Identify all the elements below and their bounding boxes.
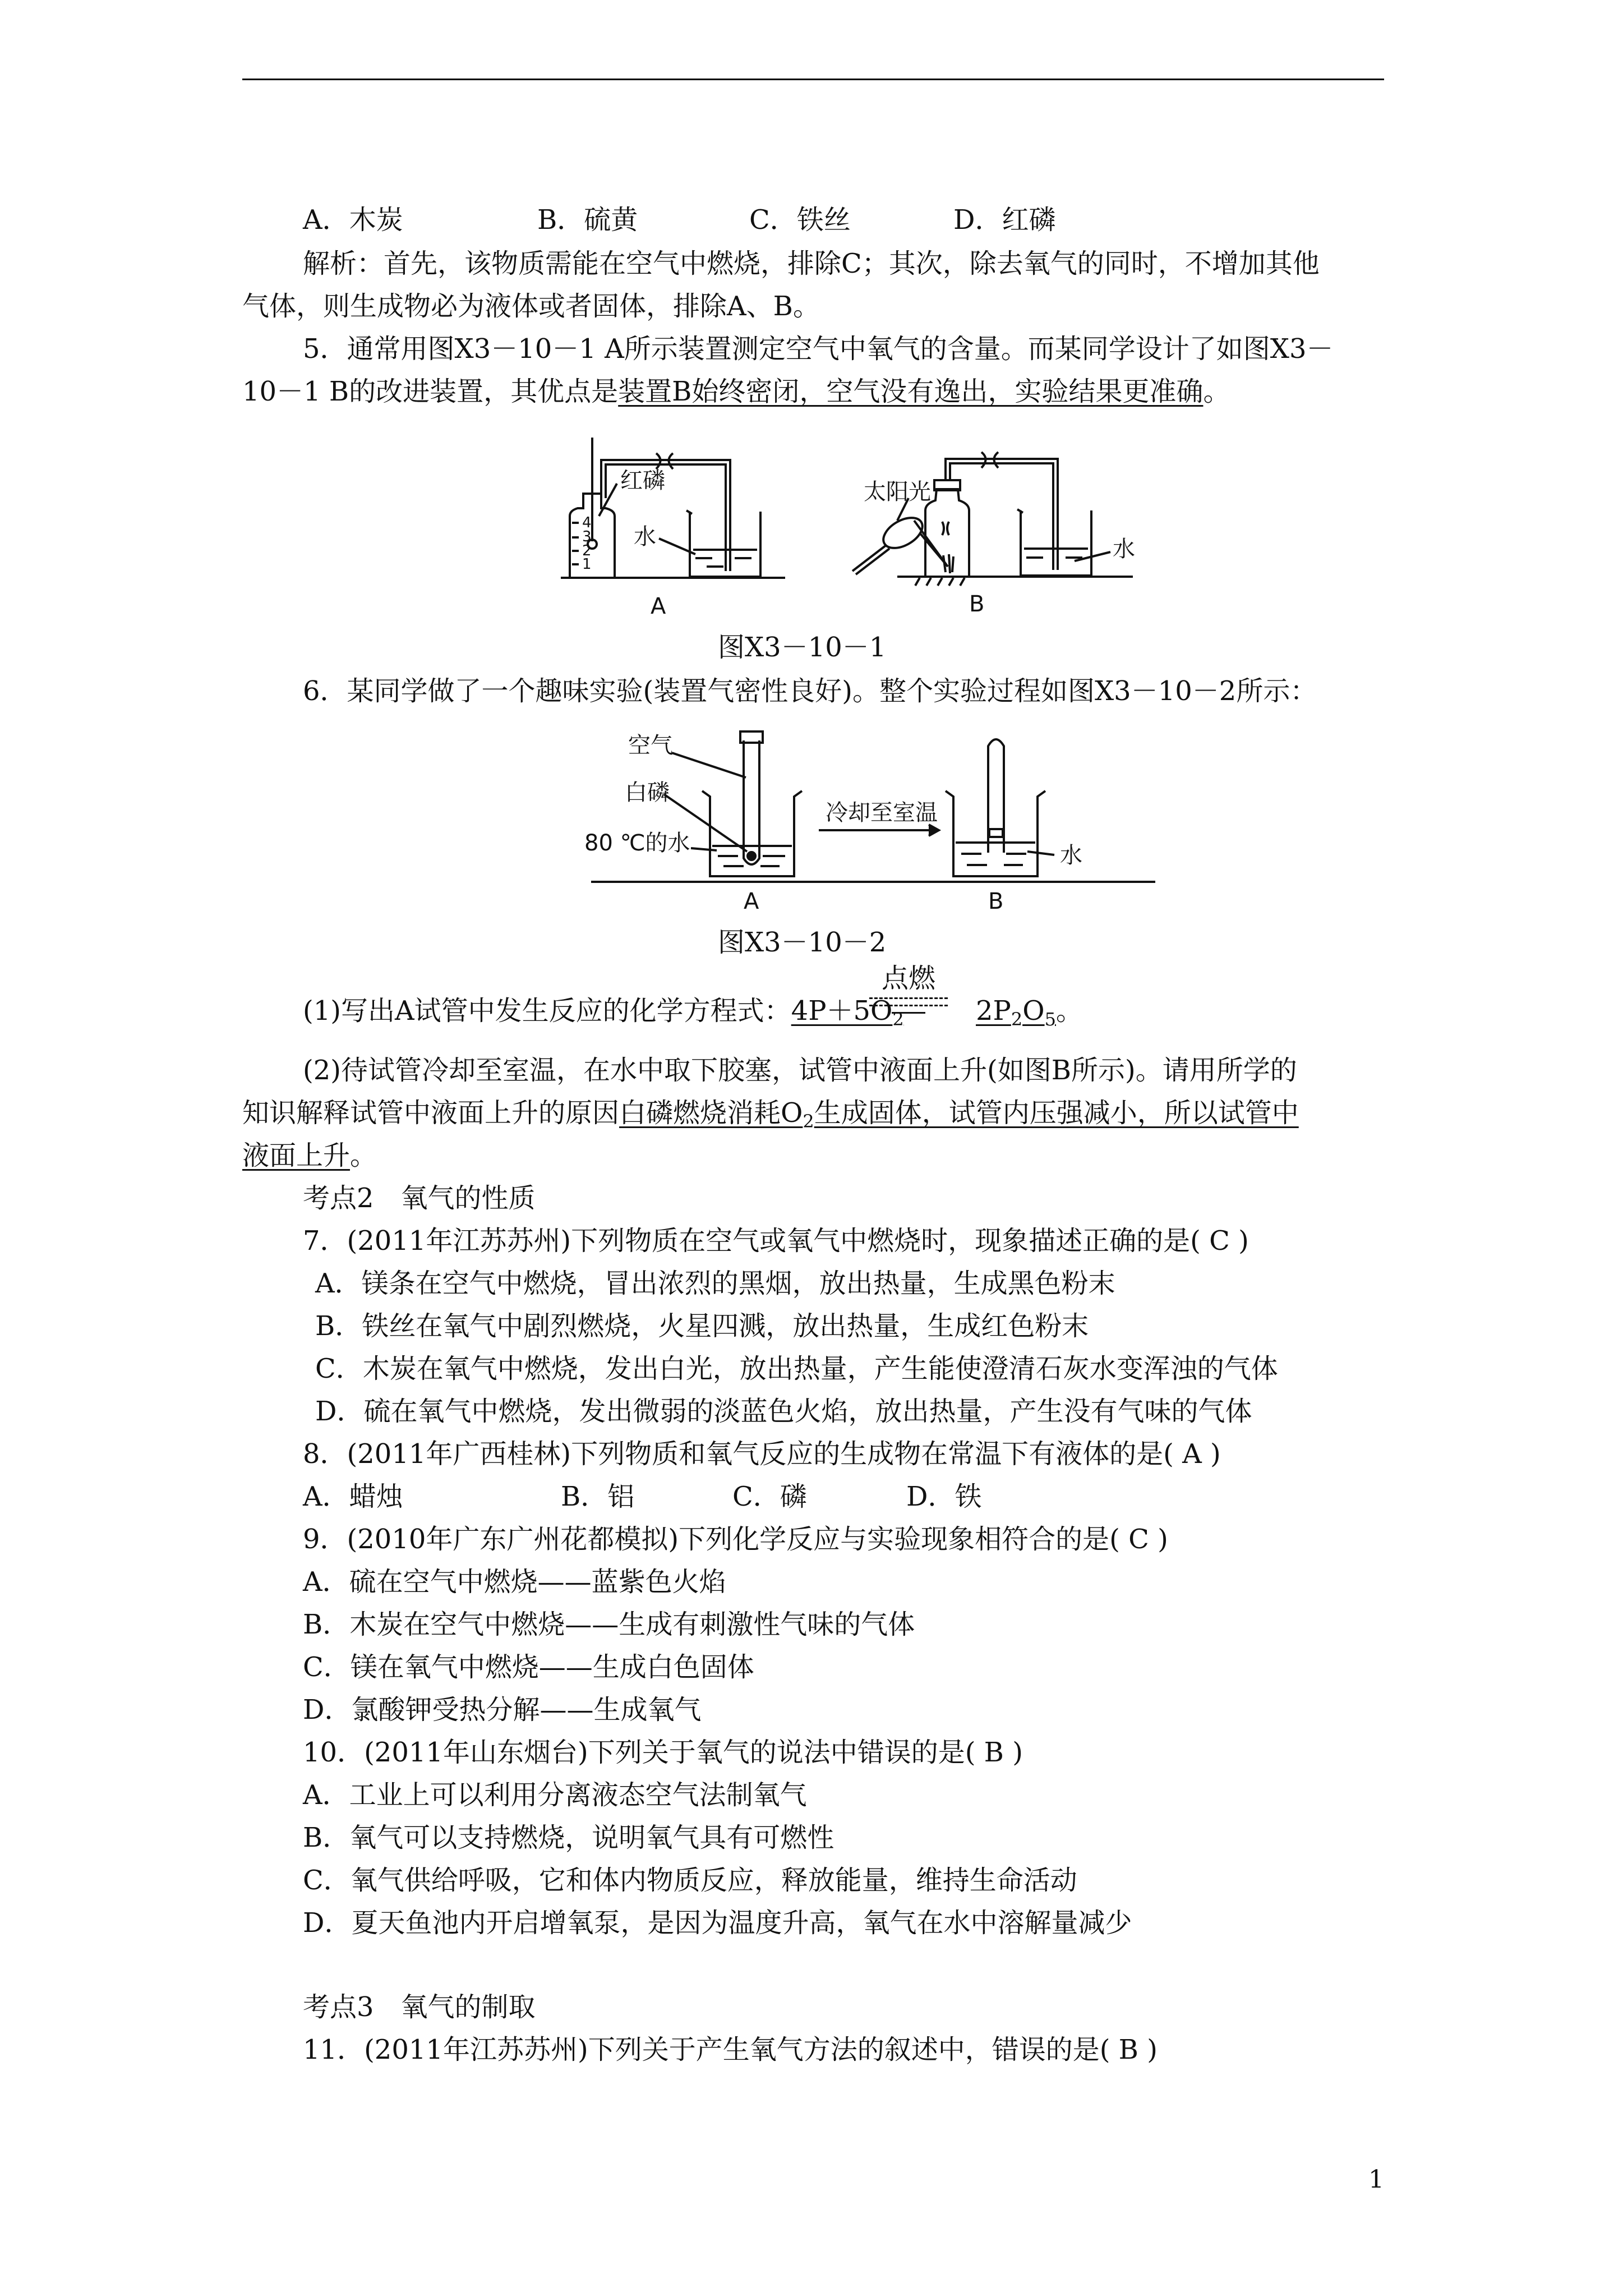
header-rule [242, 79, 1384, 80]
q7-option-b: B．铁丝在氧气中剧烈燃烧，火星四溅，放出热量，生成红色粉末 [315, 1310, 1089, 1342]
q6-part2-answer-b: 生成固体，试管内压强减小，所以试管中 [814, 1097, 1299, 1129]
fig2-label-hot-water: 80 ℃的水 [584, 830, 690, 856]
section-2-title: 考点2 氧气的性质 [303, 1182, 536, 1214]
equation-equals-sign [869, 997, 948, 1006]
q4-option-d: D．红磷 [953, 204, 1056, 236]
fig1-label-water-b: 水 [1113, 536, 1135, 562]
q4-analysis-line1: 解析：首先，该物质需能在空气中燃烧，排除C；其次，除去氧气的同时，不增加其他 [303, 248, 1320, 279]
q6-part2-line2 [242, 1095, 1299, 1139]
q6-part2-answer-a: 白磷燃烧消耗O [619, 1097, 803, 1129]
q6-part1 [303, 993, 904, 1037]
q9-option-a: A．硫在空气中燃烧——蓝紫色火焰 [303, 1566, 726, 1598]
q7-option-a: A．镁条在空气中燃烧，冒出浓烈的黑烟，放出热量，生成黑色粉末 [315, 1268, 1115, 1299]
fig1-scale-3: 3 [582, 528, 592, 545]
equation-condition [869, 963, 948, 1014]
equation-right-p: 2P [976, 995, 1011, 1027]
q8-option-a: A．蜡烛 [303, 1481, 403, 1512]
q10-stem: 10．(2011年山东烟台)下列关于氧气的说法中错误的是( B ) [303, 1737, 1023, 1768]
q4-analysis-line2: 气体，则生成物必为液体或者固体，排除A、B。 [242, 291, 820, 322]
q4-option-c: C．铁丝 [749, 204, 851, 236]
q6-part2-answer-end: 液面上升 [242, 1140, 351, 1171]
q9-option-d: D．氯酸钾受热分解——生成氧气 [303, 1694, 702, 1726]
fig1-label-b: B [969, 591, 985, 617]
fig1-label-red-phosphorus: 红磷 [620, 468, 665, 494]
q6-part1-prefix: (1)写出A试管中发生反应的化学方程式： [303, 995, 791, 1027]
q7-option-c: C．木炭在氧气中燃烧，发出白光，放出热量，产生能使澄清石灰水变浑浊的气体 [315, 1353, 1278, 1384]
q5-line1: 5．通常用图X3－10－1 A所示装置测定空气中氧气的含量。而某同学设计了如图X3－ [303, 333, 1334, 365]
equation-right-sub2: 5 [1044, 1009, 1056, 1030]
fig2-label-b: B [988, 889, 1004, 914]
q8-option-c: C．磷 [732, 1481, 807, 1512]
fig2-label-water: 水 [1060, 843, 1082, 868]
q10-option-c: C．氧气供给呼吸，它和体内物质反应，释放能量，维持生命活动 [303, 1865, 1077, 1896]
q6-part2-line3 [242, 1138, 377, 1174]
fig1-label-a: A [651, 593, 666, 619]
q7-option-d: D．硫在氧气中燃烧，发出微弱的淡蓝色火焰，放出热量，产生没有气味的气体 [315, 1396, 1252, 1427]
q6-part2-prefix: 知识解释试管中液面上升的原因 [242, 1097, 620, 1129]
page-number: 1 [1368, 2165, 1384, 2194]
fig2-label-air: 空气 [628, 733, 673, 758]
q10-option-b: B．氧气可以支持燃烧，说明氧气具有可燃性 [303, 1822, 834, 1853]
fig2-label-cool-to-room-temp: 冷却至室温 [826, 800, 938, 826]
q6-part2-answer-sub: 2 [803, 1111, 814, 1132]
q8-stem: 8．(2011年广西桂林)下列物质和氧气反应的生成物在常温下有液体的是( A ) [303, 1438, 1221, 1470]
section-3-title: 考点3 氧气的制取 [303, 1991, 536, 2023]
q6-part2-answer [619, 1097, 1299, 1132]
fig1-scale-2: 2 [582, 542, 592, 559]
q6-part2-line1: (2)待试管冷却至室温，在水中取下胶塞，试管中液面上升(如图B所示)。请用所学的 [303, 1055, 1297, 1086]
fig1-scale-4: 4 [582, 514, 592, 531]
fig1-caption: 图X3－10－1 [718, 632, 887, 663]
q6-text: 6．某同学做了一个趣味实验(装置气密性良好)。整个实验过程如图X3－10－2所示： [303, 675, 1317, 707]
fig1-scale-1: 1 [582, 556, 592, 573]
equation-left-text: 4P＋5O [791, 995, 893, 1027]
q10-option-a: A．工业上可以利用分离液态空气法制氧气 [303, 1779, 807, 1811]
fig2-label-white-phosphorus: 白磷 [625, 780, 670, 806]
q11-stem: 11．(2011年江苏苏州)下列关于产生氧气方法的叙述中，错误的是( B ) [303, 2034, 1158, 2065]
equation-right-o: O [1022, 995, 1045, 1027]
equation-underline [892, 1012, 925, 1014]
q6-part2-suffix: 。 [350, 1140, 377, 1171]
q10-option-d: D．夏天鱼池内开启增氧泵，是因为温度升高，氧气在水中溶解量减少 [303, 1907, 1132, 1939]
q5-line2 [242, 374, 1230, 409]
q9-stem: 9．(2010年广东广州花都模拟)下列化学反应与实验现象相符合的是( C ) [303, 1524, 1168, 1555]
q6-part1-suffix: 。 [1055, 995, 1083, 1027]
q5-answer: 装置B始终密闭，空气没有逸出，实验结果更准确 [618, 376, 1204, 407]
fig1-label-sunlight: 太阳光 [864, 479, 931, 505]
fig2-caption: 图X3－10－2 [718, 927, 887, 958]
q9-option-c: C．镁在氧气中燃烧——生成白色固体 [303, 1651, 754, 1683]
q5-line2-suffix: 。 [1203, 376, 1230, 407]
equation-left-sub: 2 [892, 1009, 904, 1030]
equation-condition-text: 点燃 [881, 963, 935, 994]
fig1-label-water-a: 水 [634, 524, 656, 550]
q5-line2-prefix: 10－1 B的改进装置，其优点是 [242, 376, 619, 407]
q9-option-b: B．木炭在空气中燃烧——生成有刺激性气味的气体 [303, 1609, 915, 1640]
q8-option-d: D．铁 [906, 1481, 982, 1512]
q6-part1-right [976, 993, 1083, 1037]
equation-right [976, 995, 1056, 1030]
q4-option-a: A．木炭 [303, 204, 403, 236]
q8-option-b: B．铝 [561, 1481, 635, 1512]
q7-stem: 7．(2011年江苏苏州)下列物质在空气或氧气中燃烧时，现象描述正确的是( C ) [303, 1225, 1249, 1257]
fig2-label-a: A [744, 889, 759, 914]
q4-option-b: B．硫黄 [537, 204, 638, 236]
figure-x3-10-1 [550, 426, 1144, 639]
figure-x3-10-2 [572, 724, 1458, 920]
equation-right-sub1: 2 [1011, 1009, 1023, 1030]
